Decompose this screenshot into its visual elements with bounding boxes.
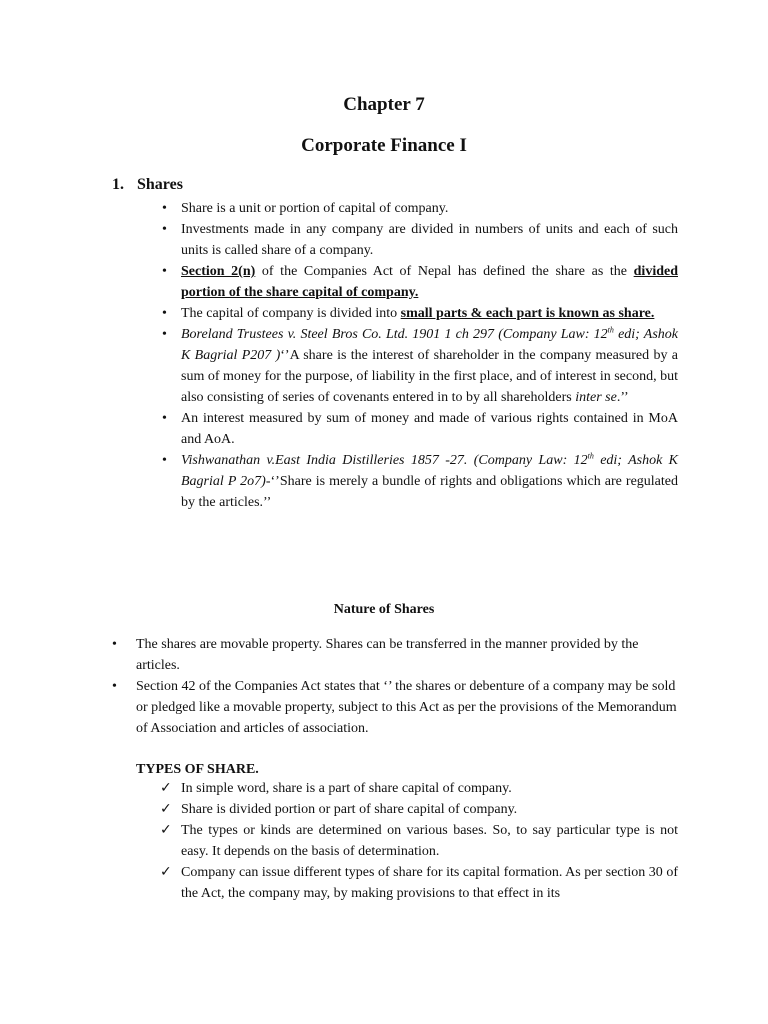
list-item: • Section 42 of the Companies Act states that ‘’ the shares or debenture of a company may be sold or pledged like a movable property, subject to this Act as per the provisions of the Memorandum of Association and articles of association. [136, 676, 678, 739]
checkmark-icon: ✓ [160, 864, 172, 880]
list-item [160, 862, 678, 904]
bullet-text: of the Companies Act of Nepal has defined the share as the [255, 264, 634, 279]
check-text: In simple word, share is a part of share capital of company. [181, 781, 512, 796]
case-citation: Vishwanathan v.East India Distilleries 1857 -27. (Company Law: 12 [181, 453, 588, 468]
section-title: Shares [137, 176, 183, 193]
bullet-text: Share is a unit or portion of capital of company. [181, 201, 449, 216]
emphasized-definition: small parts & each part is known as share. [400, 306, 655, 321]
bullet-text: An interest measured by sum of money and made of various rights contained in MoA and AoA. [181, 411, 678, 447]
list-item [160, 778, 678, 799]
checkmark-icon: ✓ [160, 801, 172, 817]
types-checklist [160, 778, 678, 904]
case-citation: Boreland Trustees v. Steel Bros Co. Ltd. 1901 1 ch 297 (Company Law: 12 [181, 327, 608, 342]
list-item [181, 324, 678, 408]
list-item [181, 261, 678, 303]
list-item [160, 820, 678, 862]
case-citation-cont: edi; Ashok K Bagrial P207 ) [181, 327, 678, 363]
types-heading: TYPES OF SHARE. [136, 762, 259, 777]
superscript: th [587, 451, 594, 461]
superscript: th [607, 325, 614, 335]
list-item [181, 408, 678, 450]
quote-text: -‘’Share is merely a bundle of rights and obligations which are regulated by the articles.’’ [181, 474, 678, 510]
nature-heading: Nature of Shares [333, 602, 435, 617]
bullet-text: The capital of company is divided into [181, 306, 401, 321]
check-text: The types or kinds are determined on various bases. So, to say particular type is not easy. It depends on the basis of determination. [181, 823, 678, 859]
section-number: 1. [112, 176, 124, 193]
check-text: Share is divided portion or part of share capital of company. [181, 802, 518, 817]
list-item [181, 450, 678, 513]
quote-end: .’’ [616, 390, 629, 405]
section-heading [112, 174, 183, 195]
nature-list [136, 634, 678, 739]
emphasized-definition: divided portion of the share capital of company. [181, 264, 678, 300]
case-citation-cont: edi; Ashok K Bagrial P 2o7) [181, 453, 678, 489]
list-item [181, 303, 678, 324]
section-reference: Section 2(n) [181, 264, 256, 279]
list-item [160, 799, 678, 820]
page-title: Corporate Finance I [301, 135, 467, 156]
shares-bullet-list [181, 198, 678, 513]
list-item [181, 219, 678, 261]
bullet-text: Investments made in any company are divided in numbers of units and each of such units is called share of a company. [181, 222, 678, 258]
list-item [181, 198, 678, 219]
check-text: Company can issue different types of share for its capital formation. As per section 30 of the Act, the company may, by making provisions to that effect in its [181, 865, 678, 901]
quote-text: ‘’A share is the interest of shareholder in the company measured by a sum of money for the purpose, of liability in the first place, and of interest in second, but also consisting of series of covenants entered in to by all shareholders [181, 348, 678, 405]
checkmark-icon: ✓ [160, 822, 172, 838]
list-item: • The shares are movable property. Shares can be transferred in the manner provided by the articles. [136, 634, 678, 676]
checkmark-icon: ✓ [160, 780, 172, 796]
latin-term: inter se [575, 390, 617, 405]
chapter-title: Chapter 7 [343, 94, 425, 115]
